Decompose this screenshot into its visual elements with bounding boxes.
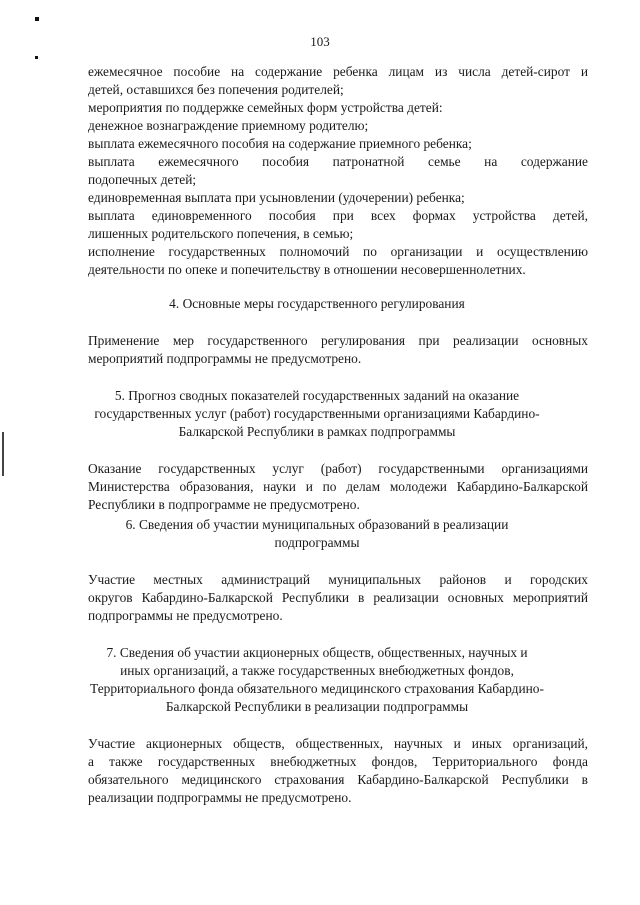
document-body: [46, 63, 588, 807]
section-body: Участие акционерных обществ, общественных, научных и иных организаций, а также государственных внебюджетных фондов, Территориального фонда обязательного медицинского страхования Кабардино-Балкарской Республики в реализации подпрограммы не предусмотрено.: [88, 736, 588, 805]
section-heading: 4. Основные меры государственного регулирования: [169, 296, 465, 311]
list-item: ежемесячное пособие на содержание ребенка лицам из числа детей-сирот и детей, оставшихся без попечения родителей;: [88, 64, 588, 97]
section-heading: 5. Прогноз сводных показателей государственных заданий на оказание государственных услуг (работ) государственными организациями Кабардино- Балкарской Республики в рамках подпрограммы: [94, 388, 540, 439]
section-body: Участие местных администраций муниципальных районов и городских округов Кабардино-Балкарской Республики в реализации основных мероприятий подпрограммы не предусмотрено.: [88, 572, 588, 623]
list-item: выплата единовременного пособия при всех формах устройства детей, лишенных родительского попечения, в семью;: [88, 208, 588, 241]
scan-mark-edge: [2, 432, 4, 476]
section-body: Оказание государственных услуг (работ) государственными организациями Министерства образования, науки и по делам молодежи Кабардино-Балкарской Республики в подпрограмме не предусмотрено.: [88, 461, 588, 512]
list-item: денежное вознаграждение приемному родителю;: [88, 118, 369, 133]
section-heading: 7. Сведения об участии акционерных обществ, общественных, научных и иных организаций, а также государственных внебюджетных фондов, Территориального фонда обязательного медицинского страхования Кабардино- Балкарской Республики в реализации подпрограммы: [90, 645, 544, 714]
list-item: единовременная выплата при усыновлении (удочерении) ребенка;: [88, 190, 465, 205]
list-item: исполнение государственных полномочий по организации и осуществлению деятельности по опеке и попечительству в отношении несовершеннолетних.: [88, 244, 588, 277]
list-item: выплата ежемесячного пособия патронатной семье на содержание подопечных детей;: [88, 154, 588, 187]
section-heading: 6. Сведения об участии муниципальных образований в реализации подпрограммы: [125, 517, 509, 550]
scan-mark-second: [35, 56, 38, 59]
scan-mark-top: [35, 17, 39, 21]
list-item: выплата ежемесячного пособия на содержание приемного ребенка;: [88, 136, 472, 151]
section-body: Применение мер государственного регулирования при реализации основных мероприятий подпрограммы не предусмотрено.: [88, 333, 588, 366]
page-number: 103: [310, 34, 330, 49]
list-item: мероприятия по поддержке семейных форм устройства детей:: [88, 100, 443, 115]
